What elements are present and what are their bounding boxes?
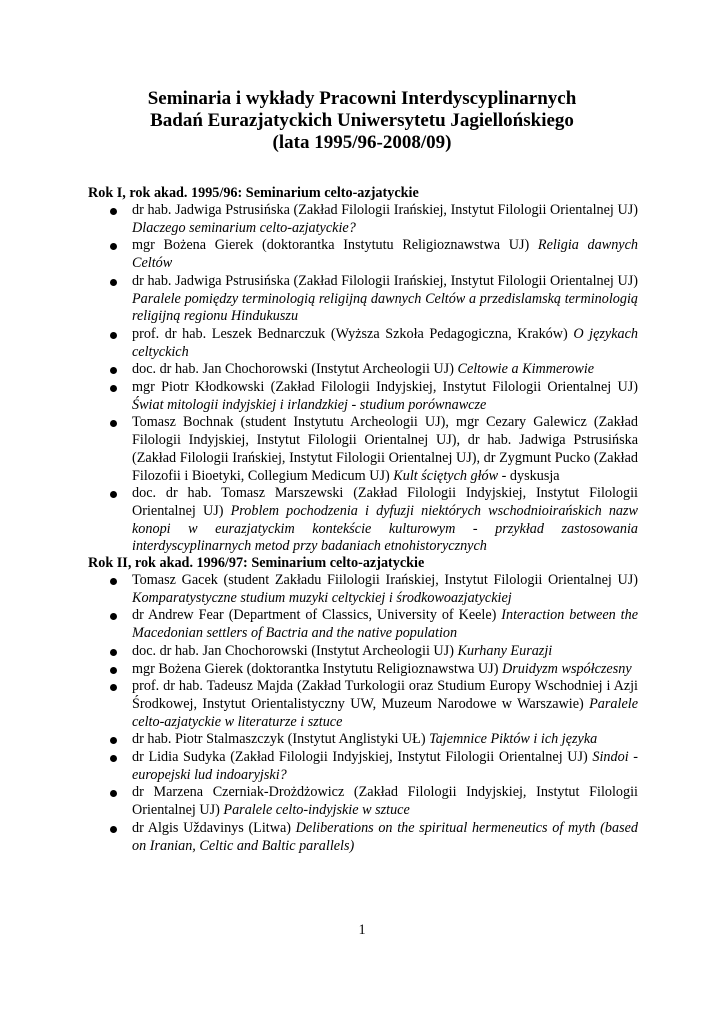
section-year-2 xyxy=(88,554,638,855)
list-item xyxy=(88,326,638,361)
lecture-list xyxy=(88,202,638,556)
speaker: dr Algis Uždavinys (Litwa) xyxy=(132,819,296,836)
bullet-icon xyxy=(110,243,117,250)
section-heading: Rok II, rok akad. 1996/97: Seminarium celto-azjatyckie xyxy=(88,555,425,571)
bullet-icon xyxy=(110,649,117,656)
section-heading: Rok I, rok akad. 1995/96: Seminarium celto-azjatyckie xyxy=(88,185,419,201)
lecture-title: O językach celtyckich xyxy=(132,325,638,360)
bullet-icon xyxy=(110,790,117,797)
list-item xyxy=(88,661,638,679)
speaker: dr Andrew Fear (Department of Classics, University of Keele) xyxy=(132,607,502,624)
speaker: doc. dr hab. Tomasz Marszewski (Zakład Filologii Indyjskiej, Instytut Filologii Orientalnej UJ) xyxy=(132,485,638,519)
bullet-icon xyxy=(110,755,117,762)
bullet-icon xyxy=(110,667,117,674)
list-item xyxy=(88,572,638,607)
bullet-icon xyxy=(110,684,117,691)
section-year-1 xyxy=(88,184,638,556)
lecture-title: Interaction between the Macedonian settlers of Bactria and the native population xyxy=(132,607,638,642)
list-item xyxy=(88,379,638,414)
lecture-title: Tajemnice Piktów i ich języka xyxy=(429,731,598,748)
speaker: dr hab. Jadwiga Pstrusińska (Zakład Filologii Irańskiej, Instytut Filologii Orientalnej UJ) xyxy=(132,272,638,289)
speaker: mgr Bożena Gierek (doktorantka Instytutu Religioznawstwa UJ) xyxy=(132,660,502,677)
list-item xyxy=(88,202,638,237)
speaker: dr hab. Jadwiga Pstrusińska (Zakład Filologii Irańskiej, Instytut Filologii Orientalnej UJ) xyxy=(132,202,638,218)
lecture-title: Religia dawnych Celtów xyxy=(132,237,638,272)
list-item xyxy=(88,237,638,272)
lecture-title: Druidyzm współczesny xyxy=(501,660,632,677)
list-item xyxy=(88,643,638,661)
speaker: mgr Piotr Kłodkowski (Zakład Filologii Indyjskiej, Instytut Filologii Orientalnej UJ) xyxy=(132,379,638,396)
speaker: dr hab. Piotr Stalmaszczyk (Instytut Anglistyki UŁ) xyxy=(132,731,430,748)
lecture-title: Problem pochodzenia i dyfuzji niektórych wschodnioirańskich nazw konopi w eurazjatyckim kontekście kulturowym - przykład zastosowania interdyscyplinarnych metod przy badaniach etnohistorycznych xyxy=(132,502,638,555)
lecture-title: Paralele celto-azjatyckie w literaturze i sztuce xyxy=(132,695,638,730)
bullet-icon xyxy=(110,367,117,374)
lecture-title: Paralele pomiędzy terminologią religijną dawnych Celtów a przedislamską terminologią religijną regionu Hindukuszu xyxy=(132,290,638,325)
bullet-icon xyxy=(110,578,117,585)
bullet-icon xyxy=(110,491,117,498)
title-line-2: Badań Eurazjatyckich Uniwersytetu Jagiellońskiego xyxy=(150,110,574,131)
lecture-title: Kult ściętych głów xyxy=(393,467,499,484)
lecture-title: Deliberations on the spiritual hermeneutics of myth (based on Iranian, Celtic and Baltic parallels) xyxy=(132,819,639,854)
list-item xyxy=(88,784,638,819)
speaker: mgr Bożena Gierek (doktorantka Instytutu Religioznawstwa UJ) xyxy=(132,237,538,254)
list-item xyxy=(88,273,638,326)
list-item xyxy=(88,485,638,556)
bullet-icon xyxy=(110,385,117,392)
list-item xyxy=(88,414,638,485)
lecture-title: Sindoi -europejski lud indoaryjski? xyxy=(132,749,638,783)
speaker: prof. dr hab. Leszek Bednarczuk (Wyższa Szkoła Pedagogiczna, Kraków) xyxy=(132,325,574,342)
lecture-title: Kurhany Eurazji xyxy=(457,642,553,659)
speaker: doc. dr hab. Jan Chochorowski (Instytut Archeologii UJ) xyxy=(132,642,458,659)
bullet-icon xyxy=(110,332,117,339)
lecture-title: Celtowie a Kimmerowie xyxy=(457,361,595,378)
bullet-icon xyxy=(110,420,117,427)
speaker: doc. dr hab. Jan Chochorowski (Instytut Archeologii UJ) xyxy=(132,361,458,378)
lecture-title: Świat mitologii indyjskiej i irlandzkiej - studium porównawcze xyxy=(132,396,487,413)
list-item xyxy=(88,361,638,379)
list-item xyxy=(88,678,638,731)
title-line-3: (lata 1995/96-2008/09) xyxy=(272,132,452,153)
list-item xyxy=(88,749,638,784)
bullet-icon xyxy=(110,279,117,286)
bullet-icon xyxy=(110,826,117,833)
speaker: dr Lidia Sudyka (Zakład Filologii Indyjskiej, Instytut Filologii Orientalnej UJ) xyxy=(132,749,593,766)
lecture-list xyxy=(88,572,638,855)
bullet-icon xyxy=(110,737,117,744)
bullet-icon xyxy=(110,613,117,620)
list-item xyxy=(88,607,638,642)
speaker: Tomasz Bochnak (student Instytutu Archeologii UJ), mgr Cezary Galewicz (Zakład Filologii Indyjskiej, Instytut Filologii Orientalnej UJ), dr hab. Jadwiga Pstrusińska (Zakład Filologii Irańskiej, Instytut Filologii Orientalnej UJ), dr Zygmunt Pucko (Zakład Filozofii i Bioetyki, Collegium Medicum UJ) xyxy=(132,414,638,484)
list-item xyxy=(88,731,638,749)
document-title xyxy=(0,88,724,154)
title-line-1: Seminaria i wykłady Pracowni Interdyscyplinarnych xyxy=(147,88,577,109)
bullet-icon xyxy=(110,208,117,215)
speaker: prof. dr hab. Tadeusz Majda (Zakład Turkologii oraz Studium Europy Wschodniej i Azji Środkowej, Instytut Orientalistyczny UW, Muzeum Narodowe w Warszawie) xyxy=(132,678,638,712)
lecture-title: Dlaczego seminarium celto-azjatyckie? xyxy=(132,219,356,236)
lecture-suffix: - dyskusja xyxy=(498,467,560,484)
list-item xyxy=(88,820,638,855)
speaker: Tomasz Gacek (student Zakładu Fiilologii Irańskiej, Instytut Filologii Orientalnej UJ) xyxy=(132,572,638,588)
page-number: 1 xyxy=(358,922,366,938)
speaker: dr Marzena Czerniak-Drożdżowicz (Zakład Filologii Indyjskiej, Instytut Filologii Orientalnej UJ) xyxy=(132,784,638,819)
lecture-title: Paralele celto-indyjskie w sztuce xyxy=(223,802,410,819)
lecture-title: Komparatystyczne studium muzyki celtyckiej i środkowoazjatyckiej xyxy=(132,589,512,606)
